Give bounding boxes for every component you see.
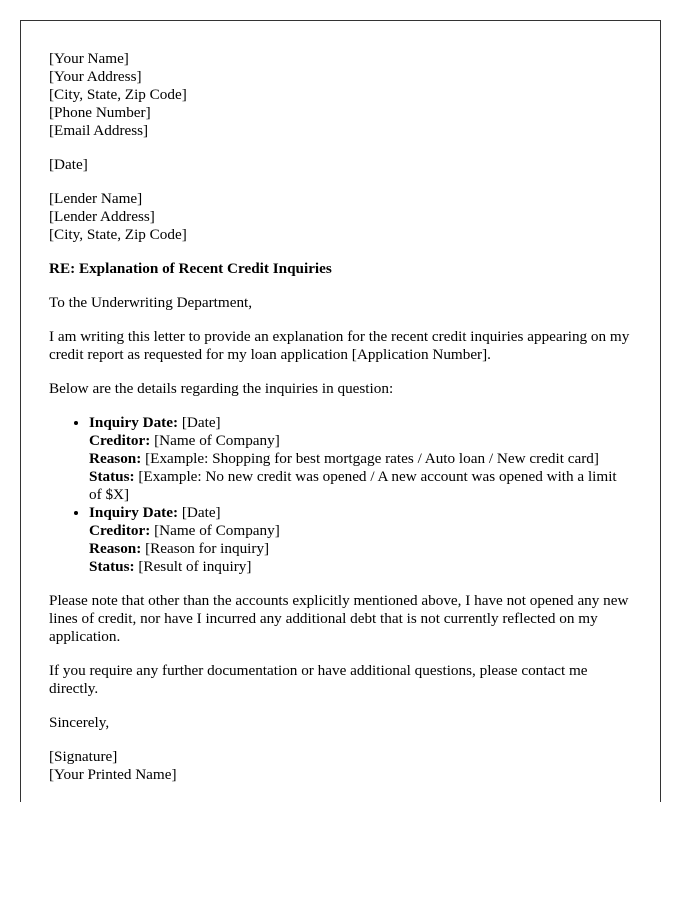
status-label: Status: — [89, 558, 135, 575]
status: [Example: No new credit was opened / A new account was opened with a limit of $X] — [89, 468, 617, 503]
closing: Sincerely, — [49, 714, 110, 731]
sender-name: [Your Name] — [49, 50, 129, 67]
status-label: Status: — [89, 468, 135, 485]
creditor: [Name of Company] — [150, 432, 280, 449]
reason-label: Reason: — [89, 450, 142, 467]
inquiry-date-label: Inquiry Date: — [89, 414, 179, 431]
note-paragraph: Please note that other than the accounts explicitly mentioned above, I have not opened any new lines of credit, nor have I incurred any additional debt that is not currently reflected on my application. — [49, 592, 629, 645]
list-item — [89, 414, 632, 504]
lender-city: [City, State, Zip Code] — [49, 226, 187, 243]
lender-address: [Lender Address] — [49, 208, 155, 225]
letter-date: [Date] — [49, 156, 88, 173]
inquiry-date-label: Inquiry Date: — [89, 504, 179, 521]
contact-paragraph: If you require any further documentation or have additional questions, please contact me directly. — [49, 662, 588, 697]
subject-line: RE: Explanation of Recent Credit Inquiries — [49, 260, 332, 277]
signature: [Signature] — [49, 748, 118, 765]
reason: [Example: Shopping for best mortgage rates / Auto loan / New credit card] — [141, 450, 599, 467]
signature-block — [49, 748, 632, 784]
sender-phone: [Phone Number] — [49, 104, 151, 121]
inquiry-date: [Date] — [178, 504, 221, 521]
sender-block — [49, 50, 632, 140]
creditor-label: Creditor: — [89, 522, 151, 539]
recipient-block — [49, 190, 632, 244]
printed-name: [Your Printed Name] — [49, 766, 177, 783]
sender-address: [Your Address] — [49, 68, 142, 85]
salutation: To the Underwriting Department, — [49, 294, 253, 311]
status: [Result of inquiry] — [134, 558, 252, 575]
reason-label: Reason: — [89, 540, 142, 557]
creditor-label: Creditor: — [89, 432, 151, 449]
reason: [Reason for inquiry] — [141, 540, 270, 557]
details-intro: Below are the details regarding the inquiries in question: — [49, 380, 394, 397]
creditor: [Name of Company] — [150, 522, 280, 539]
inquiry-list — [49, 414, 632, 576]
inquiry-date: [Date] — [178, 414, 221, 431]
intro-paragraph: I am writing this letter to provide an explanation for the recent credit inquiries appearing on my credit report as requested for my loan application [Application Number]. — [49, 328, 630, 363]
sender-email: [Email Address] — [49, 122, 149, 139]
list-item — [89, 504, 632, 576]
letter-page — [20, 20, 661, 802]
sender-city: [City, State, Zip Code] — [49, 86, 187, 103]
lender-name: [Lender Name] — [49, 190, 143, 207]
